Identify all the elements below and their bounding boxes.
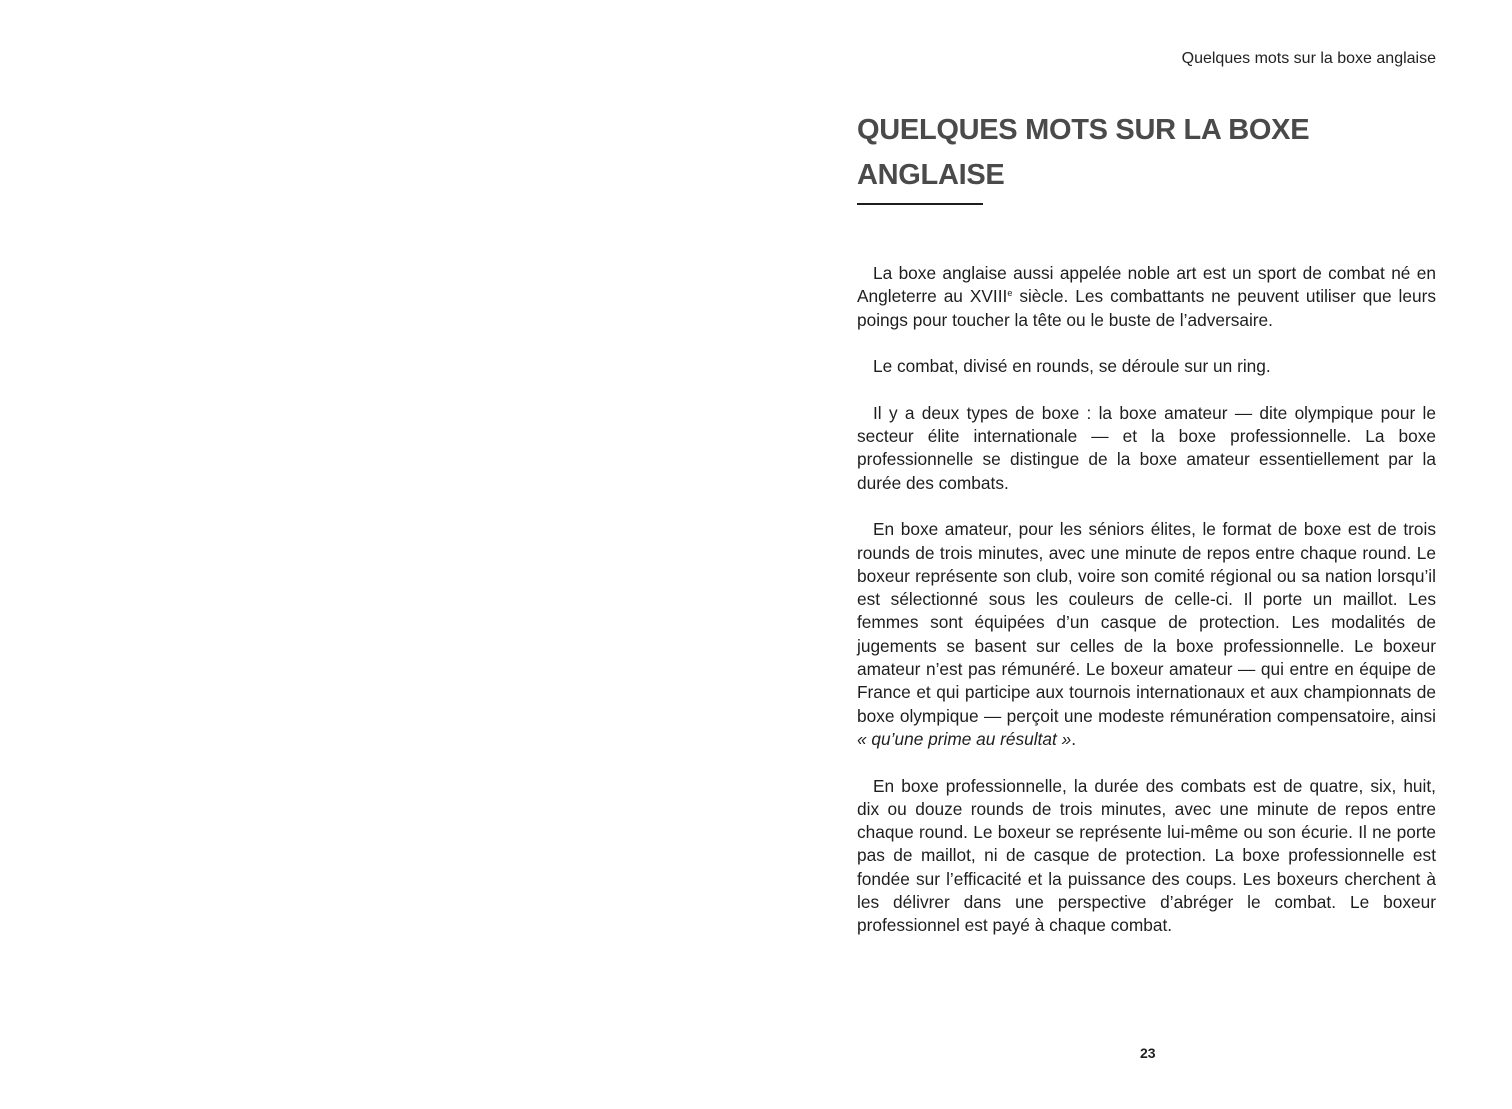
title-underline-rule <box>857 203 983 205</box>
chapter-title: QUELQUES MOTS SUR LA BOXE ANGLAISE <box>857 114 1310 191</box>
page-number: 23 <box>1140 1045 1156 1061</box>
italic-quote: « qu’une prime au résultat » <box>857 728 1072 749</box>
ordinal-superscript: e <box>1007 288 1013 299</box>
paragraph-4-text: En boxe amateur, pour les séniors élites, le format de boxe est de trois rounds de trois minutes, avec une minute de repos entre chaque round. Le boxeur représente son club, voire son comité régional ou sa nation lorsqu’il est sélectionné sous les couleurs de celle-ci. Il porte un maillot. Les femmes sont équipées d’un casque de protection. Les modalités de jugements se basent sur celles de la boxe professionnelle. Le boxeur amateur n’est pas rémunéré. Le boxeur amateur — qui entre en équipe de France et qui participe aux tournois internationaux et aux championnats de boxe olympique — perçoit une modeste rémunération compensatoire, ainsi <box>857 519 1436 726</box>
paragraph-4 <box>857 518 1436 751</box>
paragraph-1-text-cont: siècle. Les combattants ne peuvent utiliser que leurs poings pour toucher la tête ou le buste de l’adversaire. <box>857 286 1436 330</box>
paragraph-1 <box>857 262 1436 332</box>
paragraph-2: Le combat, divisé en rounds, se déroule sur un ring. <box>873 356 1271 377</box>
right-page <box>756 0 1512 1109</box>
running-head: Quelques mots sur la boxe anglaise <box>1181 50 1436 67</box>
paragraph-3: Il y a deux types de boxe : la boxe amateur — dite olympique pour le secteur élite internationale — et la boxe professionnelle. La boxe professionnelle se distingue de la boxe amateur essentiellement par la durée des combats. <box>857 402 1436 493</box>
body-text <box>857 262 1436 938</box>
paragraph-4-end: . <box>1071 728 1077 749</box>
paragraph-1-text: La boxe anglaise aussi appelée noble art est un sport de combat né en Angleterre au XVIII <box>857 263 1436 307</box>
paragraph-5: En boxe professionnelle, la durée des combats est de quatre, six, huit, dix ou douze rounds de trois minutes, avec une minute de repos entre chaque round. Le boxeur se représente lui-même ou son écurie. Il ne porte pas de maillot, ni de casque de protection. La boxe professionnelle est fondée sur l’efficacité et la puissance des coups. Les boxeurs cherchent à les délivrer dans une perspective d’abréger le combat. Le boxeur professionnel est payé à chaque combat. <box>857 775 1436 936</box>
